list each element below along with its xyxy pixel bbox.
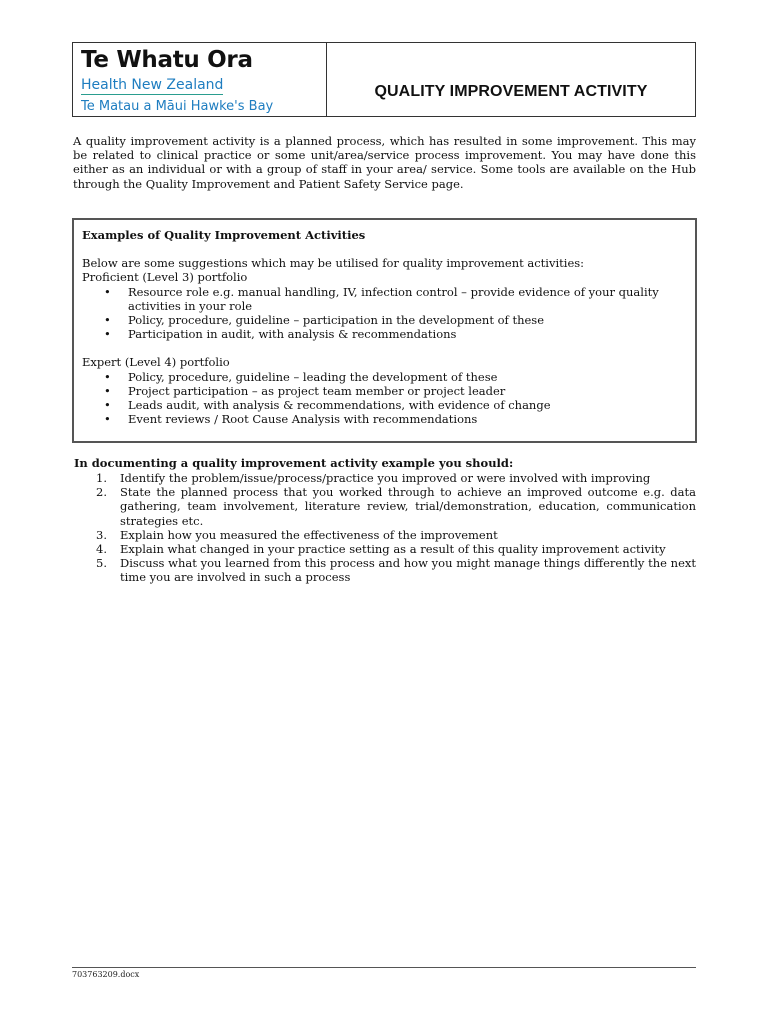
proficient-list — [82, 285, 687, 342]
bullet: • — [104, 383, 111, 398]
step-number: 2. — [96, 485, 107, 500]
list-item-text: Leads audit, with analysis & recommendations, with evidence of change — [128, 398, 551, 413]
step-number: 3. — [96, 527, 107, 542]
documenting-heading: In documenting a quality improvement activity example you should: — [74, 456, 514, 470]
step-text: Explain what changed in your practice setting as a result of this quality improvement activity — [120, 542, 666, 557]
list-item — [82, 412, 687, 426]
list-item — [82, 384, 687, 398]
step-number: 5. — [96, 556, 107, 571]
step-number: 1. — [96, 471, 107, 485]
document-header — [72, 42, 696, 117]
list-item-text: Resource role e.g. manual handling, IV, infection control – provide evidence of your quality activities in your role — [128, 284, 659, 313]
intro-paragraph: A quality improvement activity is a planned process, which has resulted in some improvement. This may be related to clinical practice or some unit/area/service process improvement. You may have done this either as an individual or with a group of staff in your area/ service. Some tools are available on the Hub through the Quality Improvement and Patient Safety Service page. — [73, 134, 696, 191]
step-item — [74, 528, 696, 542]
bullet: • — [104, 284, 111, 299]
bullet: • — [104, 398, 111, 413]
logo-subtitle: Health New Zealand — [81, 77, 224, 93]
documenting-steps — [74, 471, 696, 585]
list-item-text: Policy, procedure, guideline – leading the development of these — [128, 369, 498, 384]
proficient-label: Proficient (Level 3) portfolio — [82, 270, 248, 285]
footer-divider — [72, 967, 696, 968]
bullet: • — [104, 412, 111, 427]
list-item — [82, 370, 687, 384]
page-title: QUALITY IMPROVEMENT ACTIVITY — [374, 82, 648, 100]
bullet: • — [104, 369, 111, 384]
list-item-text: Policy, procedure, guideline – participation in the development of these — [128, 313, 544, 328]
examples-heading: Examples of Quality Improvement Activities — [82, 228, 366, 242]
step-text: Identify the problem/issue/process/practice you improved or were involved with improving — [120, 471, 651, 485]
list-item — [82, 398, 687, 412]
step-number: 4. — [96, 542, 107, 557]
list-item-text: Project participation – as project team member or project leader — [128, 383, 506, 398]
logo-region: Te Matau a Māui Hawke's Bay — [81, 99, 274, 114]
footer-filename: 703763209.docx — [72, 970, 140, 979]
expert-list — [82, 370, 687, 427]
step-item — [74, 471, 696, 485]
logo — [73, 43, 327, 116]
step-item — [74, 485, 696, 528]
title-cell — [327, 43, 695, 116]
step-text: Discuss what you learned from this process and how you might manage things differently the next time you are involved in such a process — [120, 556, 696, 585]
examples-lead: Below are some suggestions which may be utilised for quality improvement activities: — [82, 256, 585, 271]
bullet: • — [104, 313, 111, 328]
list-item — [82, 285, 687, 313]
logo-title: Te Whatu Ora — [81, 47, 253, 73]
list-item-text: Participation in audit, with analysis & recommendations — [128, 327, 457, 342]
step-text: State the planned process that you worked through to achieve an improved outcome e.g. data gathering, team involvement, literature review, trial/demonstration, education, communication strategies etc. — [120, 485, 696, 528]
list-item — [82, 313, 687, 327]
expert-label: Expert (Level 4) portfolio — [82, 355, 230, 370]
bullet: • — [104, 327, 111, 342]
step-item — [74, 556, 696, 584]
list-item-text: Event reviews / Root Cause Analysis with recommendations — [128, 412, 478, 427]
list-item — [82, 327, 687, 341]
examples-box — [72, 218, 697, 443]
step-item — [74, 542, 696, 556]
step-text: Explain how you measured the effectiveness of the improvement — [120, 527, 498, 542]
